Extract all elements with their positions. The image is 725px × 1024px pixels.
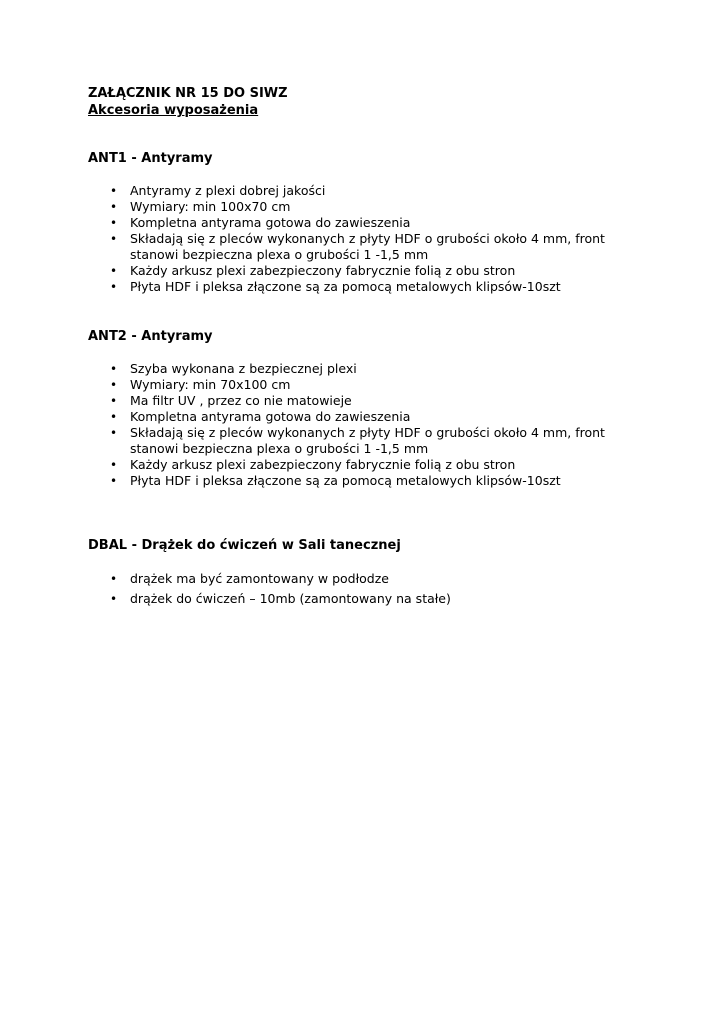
bullet-icon: • <box>110 200 118 214</box>
list-item: • Szyba wykonana z bezpiecznej plexi <box>110 361 357 376</box>
list-item: • Ma filtr UV , przez co nie matowieje <box>110 393 352 408</box>
list-item: • Wymiary: min 70x100 cm <box>110 377 291 392</box>
list-item: • Kompletna antyrama gotowa do zawieszenia <box>110 215 411 230</box>
bullet-icon: • <box>110 474 118 488</box>
section-heading-dbal: DBAL - Drążek do ćwiczeń w Sali tanecznej <box>88 538 401 553</box>
bullet-list-ant2 <box>0 361 650 489</box>
bullet-icon: • <box>110 216 118 230</box>
list-item: • Składają się z pleców wykonanych z płyty HDF o grubości około 4 mm, front stanowi bezpieczna plexa o grubości 1 -1,5 mm <box>110 425 605 456</box>
list-item: • Każdy arkusz plexi zabezpieczony fabrycznie folią z obu stron <box>110 263 516 278</box>
bullet-icon: • <box>110 280 118 294</box>
section-heading-ant1: ANT1 - Antyramy <box>88 151 213 166</box>
bullet-icon: • <box>110 458 118 472</box>
bullet-icon: • <box>110 426 118 440</box>
list-item: • drążek ma być zamontowany w podłodze <box>0 569 650 589</box>
bullet-icon: • <box>110 378 118 392</box>
bullet-icon: • <box>110 572 118 586</box>
bullet-icon: • <box>110 410 118 424</box>
bullet-icon: • <box>110 184 118 198</box>
attachment-title: ZAŁĄCZNIK NR 15 DO SIWZ <box>88 86 288 101</box>
list-item: • Płyta HDF i pleksa złączone są za pomocą metalowych klipsów-10szt <box>110 473 561 488</box>
list-item: • Każdy arkusz plexi zabezpieczony fabrycznie folią z obu stron <box>110 457 516 472</box>
list-item: • Antyramy z plexi dobrej jakości <box>110 183 326 198</box>
list-item: • Kompletna antyrama gotowa do zawieszenia <box>110 409 411 424</box>
list-item: • drążek do ćwiczeń – 10mb (zamontowany na stałe) <box>0 589 650 609</box>
bullet-list-ant1 <box>0 183 650 295</box>
bullet-icon: • <box>110 394 118 408</box>
bullet-icon: • <box>110 592 118 606</box>
list-item: • Wymiary: min 100x70 cm <box>110 199 291 214</box>
list-item: • Płyta HDF i pleksa złączone są za pomocą metalowych klipsów-10szt <box>110 279 561 294</box>
bullet-icon: • <box>110 264 118 278</box>
section-heading-ant2: ANT2 - Antyramy <box>88 329 213 344</box>
attachment-subtitle: Akcesoria wyposażenia <box>88 103 259 118</box>
bullet-icon: • <box>110 232 118 246</box>
bullet-list-dbal <box>0 569 650 609</box>
bullet-icon: • <box>110 362 118 376</box>
list-item: • Składają się z pleców wykonanych z płyty HDF o grubości około 4 mm, front stanowi bezpieczna plexa o grubości 1 -1,5 mm <box>110 231 605 262</box>
